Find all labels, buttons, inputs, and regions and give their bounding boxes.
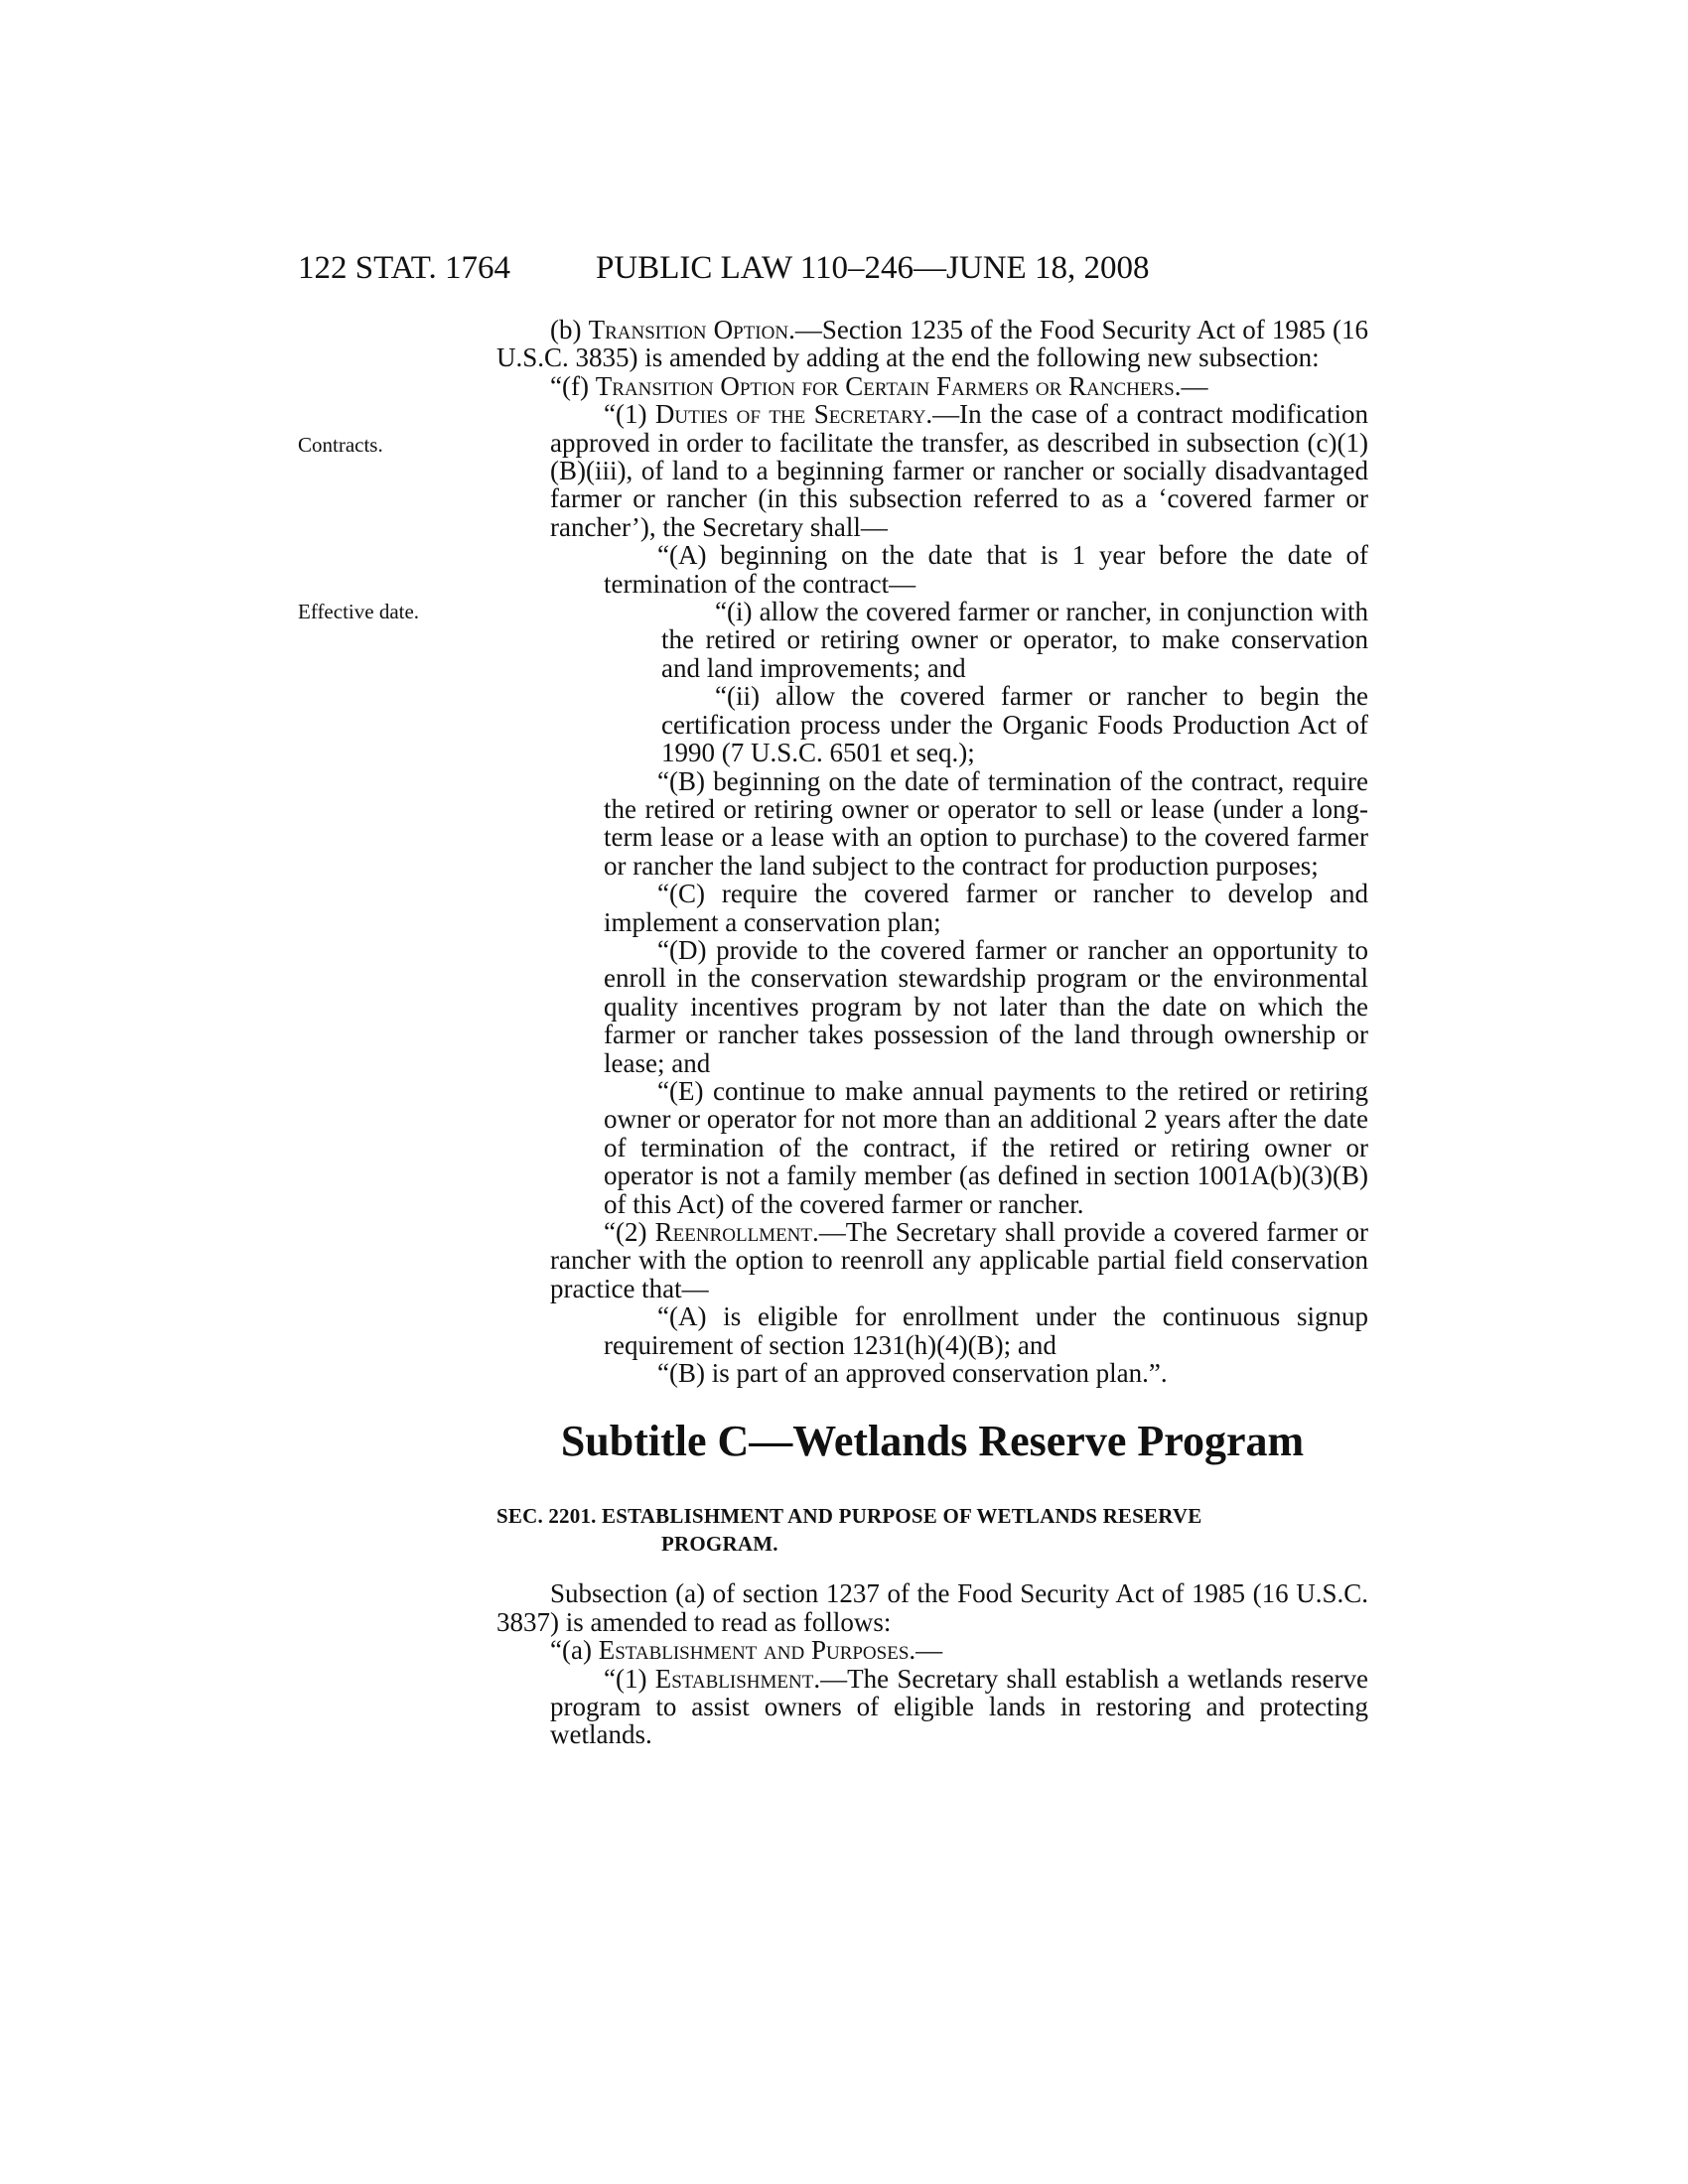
- subparagraph-b: “(B) beginning on the date of termination of the contract, require the retired or retiring owner or operator to sell or lease (under a long-term lease or a lease with an option to purchase) to the covered farmer or rancher the land subject to the contract for production purposes;: [604, 765, 1368, 881]
- caption-establishment: Establishment.: [654, 1663, 821, 1694]
- clause-i: “(i) allow the covered farmer or rancher, in conjunction with the retired or retiring owner or operator, to make conservation and land improvements; and: [661, 597, 1368, 683]
- margin-note-contracts: Contracts.: [298, 433, 383, 457]
- document-body: [496, 316, 1368, 1749]
- paragraph-2-subparagraph-b: “(B) is part of an approved conservation plan.”.: [657, 1358, 1168, 1389]
- caption-transition-option: Transition Option.: [588, 315, 795, 344]
- subparagraph-a: “(A) beginning on the date that is 1 year before the date of termination of the contract—: [604, 540, 1368, 599]
- caption-establishment-and-purposes: Establishment and Purposes.: [598, 1635, 916, 1666]
- stat-citation: 122 STAT. 1764: [298, 250, 511, 286]
- clause-ii: “(ii) allow the covered farmer or rancher to begin the certification process under the Organic Foods Production Act of 1990 (7 U.S.C. 6501 et seq.);: [661, 681, 1368, 768]
- subparagraph-e: “(E) continue to make annual payments to the retired or retiring owner or operator for not more than an additional 2 years after the date of termination of the contract, if the retired or retiring owner or operator is not a family member (as defined in section 1001A(b)(3)(B) of this Act) of the covered farmer or rancher.: [604, 1075, 1368, 1219]
- section-intro: Subsection (a) of section 1237 of the Food Security Act of 1985 (16 U.S.C. 3837) is amended to read as follows:: [496, 1578, 1368, 1637]
- margin-note-effective-date: Effective date.: [298, 600, 420, 623]
- subtitle-heading: Subtitle C—Wetlands Reserve Program: [560, 1417, 1305, 1466]
- subparagraph-d: “(D) provide to the covered farmer or rancher an opportunity to enroll in the conservation stewardship program or the environmental quality incentives program by not later than the date on which the farmer or rancher takes possession of the land through ownership or lease; and: [604, 934, 1368, 1078]
- subsection-a-heading: “(a) Establishment and Purposes.—: [550, 1635, 943, 1666]
- caption-duties-of-secretary: Duties of the Secretary.: [654, 399, 933, 430]
- public-law-heading: PUBLIC LAW 110–246—JUNE 18, 2008: [596, 250, 1150, 286]
- paragraph-2-subparagraph-a: “(A) is eligible for enrollment under the continuous signup requirement of section 1231(h)(4)(B); and: [604, 1301, 1368, 1360]
- caption-reenrollment: Reenrollment.: [654, 1217, 819, 1247]
- paragraph-1-duties: “(1) Duties of the Secretary.—In the case of a contract modification approved in order to facilitate the transfer, as described in subsection (c)(1)(B)(iii), of land to a beginning farmer or rancher or socially disadvantaged farmer or rancher (in this subsection referred to as a ‘covered farmer or rancher’), the Secretary shall—: [550, 399, 1368, 542]
- paragraph-b: (b) Transition Option.—Section 1235 of the Food Security Act of 1985 (16 U.S.C. 3835) is amended by adding at the end the following new subsection:: [496, 315, 1369, 373]
- paragraph-2-reenrollment: “(2) Reenrollment.—The Secretary shall provide a covered farmer or rancher with the option to reenroll any applicable partial field conservation practice that—: [550, 1217, 1369, 1303]
- paragraph-1-establishment: “(1) Establishment.—The Secretary shall establish a wetlands reserve program to assist owners of eligible lands in restoring and protecting wetlands.: [550, 1663, 1369, 1750]
- subparagraph-c: “(C) require the covered farmer or rancher to develop and implement a conservation plan;: [604, 879, 1368, 937]
- section-heading: SEC. 2201. ESTABLISHMENT AND PURPOSE OF WETLANDS RESERVE PROGRAM.: [496, 1504, 1202, 1557]
- caption-transition-option-farmers: Transition Option for Certain Farmers or Ranchers.: [595, 370, 1182, 401]
- subsection-f-heading: “(f) Transition Option for Certain Farmers or Ranchers.—: [550, 370, 1208, 401]
- page-header: [298, 250, 1370, 290]
